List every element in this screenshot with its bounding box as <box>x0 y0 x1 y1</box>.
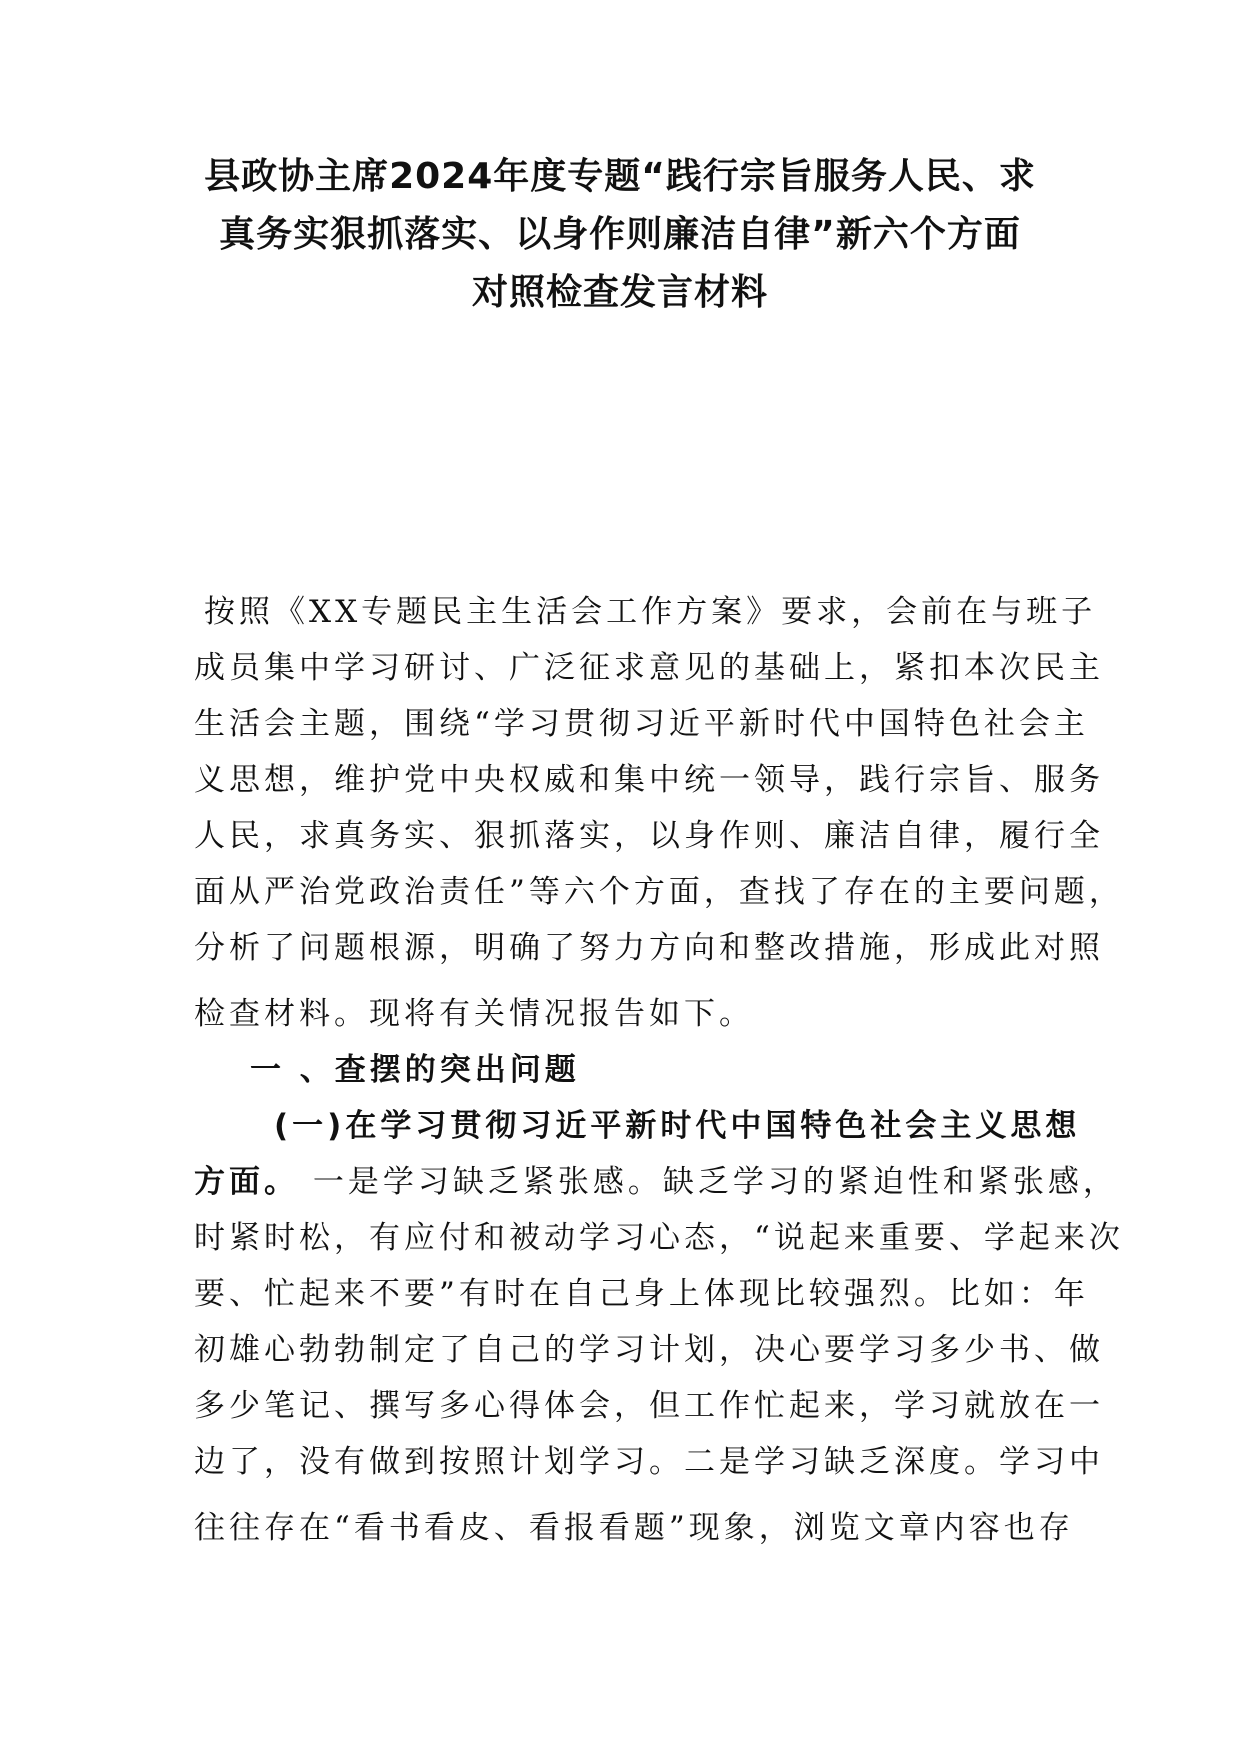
intro-line-6: 面从严治党政治责任”等六个方面，查找了存在的主要问题， <box>194 874 1124 910</box>
intro-line-8: 检查材料。现将有关情况报告如下。 <box>194 996 754 1032</box>
body-line-6: 边了，没有做到按照计划学习。二是学习缺乏深度。学习中 <box>194 1444 1104 1480</box>
title-line-2: 真务实狠抓落实、以身作则廉洁自律”新六个方面 <box>219 214 1021 255</box>
body-line-3: 要、忙起来不要”有时在自己身上体现比较强烈。比如：年 <box>194 1276 1089 1312</box>
intro-line-1: 按照《XX专题民主生活会工作方案》要求，会前在与班子 <box>204 594 1097 630</box>
intro-line-5: 人民，求真务实、狠抓落实，以身作则、廉洁自律，履行全 <box>194 818 1104 854</box>
intro-line-4: 义思想，维护党中央权威和集中统一领导，践行宗旨、服务 <box>194 762 1104 798</box>
body-line-1-text: 一是学习缺乏紧张感。缺乏学习的紧迫性和紧张感， <box>299 1164 1118 1200</box>
body-line-1 <box>194 1154 1118 1210</box>
subsection-heading-cont: 方面。 <box>194 1164 299 1200</box>
document-body <box>194 584 1124 1556</box>
title-line-1: 县政协主席2024年度专题“践行宗旨服务人民、求 <box>204 156 1036 197</box>
section-heading: 一 、查摆的突出问题 <box>250 1052 580 1088</box>
body-line-4: 初雄心勃勃制定了自己的学习计划，决心要学习多少书、做 <box>194 1332 1104 1368</box>
body-line-5: 多少笔记、撰写多心得体会，但工作忙起来，学习就放在一 <box>194 1388 1104 1424</box>
intro-line-7: 分析了问题根源，明确了努力方向和整改措施，形成此对照 <box>194 930 1104 966</box>
title-line-3: 对照检查发言材料 <box>471 272 768 313</box>
intro-line-2: 成员集中学习研讨、广泛征求意见的基础上，紧扣本次民主 <box>194 650 1104 686</box>
body-line-2: 时紧时松，有应付和被动学习心态，“说起来重要、学起来次 <box>194 1220 1124 1256</box>
intro-line-3: 生活会主题，围绕“学习贯彻习近平新时代中国特色社会主 <box>194 706 1089 742</box>
document-title <box>120 148 1120 322</box>
body-line-7: 往往存在“看书看皮、看报看题”现象，浏览文章内容也存 <box>194 1510 1074 1546</box>
subsection-heading: (一)在学习贯彻习近平新时代中国特色社会主义思想 <box>274 1108 1081 1144</box>
